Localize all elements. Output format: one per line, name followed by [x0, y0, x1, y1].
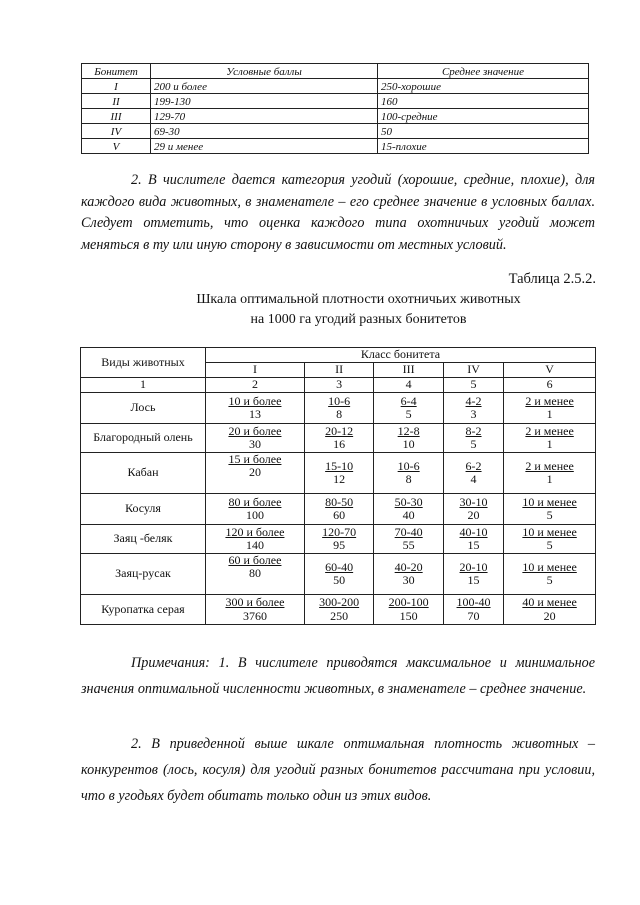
- density-average: 16: [333, 437, 346, 451]
- density-range: 15 и более: [228, 452, 282, 466]
- density-range: 40-10: [459, 524, 488, 539]
- density-fraction: [389, 596, 429, 622]
- density-fraction: [466, 460, 482, 486]
- density-range: 10-6: [328, 393, 351, 408]
- density-range: 10 и менее: [522, 559, 577, 574]
- density-range: 70-40: [394, 524, 423, 539]
- table2-species: Косуля: [81, 494, 206, 525]
- table2-density-cell: [206, 393, 305, 424]
- density-fraction: [225, 596, 284, 622]
- density-average: 10: [402, 437, 415, 451]
- table2-class-cell: III: [374, 363, 444, 378]
- density-range: 50-30: [394, 494, 423, 509]
- table2-density-cell: [206, 453, 305, 494]
- note-paragraph-1: 2. В числителе дается категория угодий (хорошие, средние, плохие), для каждого вида животных, в знаменателе – его среднее значение в условных баллах. Следует отметить, что оценка каждого типа охотничьих угодий может меняться в ту или иную сторону в зависимости от местных условий.: [81, 172, 595, 253]
- table1-row: [82, 79, 589, 94]
- density-range: 300-200: [319, 595, 360, 610]
- table2-species: Благородный олень: [81, 424, 206, 453]
- table1-body: [82, 79, 589, 154]
- density-range: 100-40: [456, 595, 491, 610]
- table-label: Таблица 2.5.2.: [508, 271, 596, 287]
- table2-density-cell: [374, 525, 444, 554]
- density-range: 60-40: [325, 559, 354, 574]
- table1-cell-bonitet: V: [82, 139, 151, 154]
- table2-density-cell: [443, 595, 503, 625]
- density-range: 200-100: [388, 595, 429, 610]
- table2-density-cell: [206, 554, 305, 595]
- table-title: [81, 290, 636, 330]
- table2-class-cell: II: [304, 363, 374, 378]
- density-fraction: [401, 395, 417, 421]
- table1-cell-bonitet: III: [82, 109, 151, 124]
- table2-density-cell: [206, 525, 305, 554]
- density-average: 5: [546, 508, 553, 522]
- density-range: 20-10: [459, 559, 488, 574]
- table2-density-cell: [304, 453, 374, 494]
- table2-density-cell: [504, 494, 596, 525]
- density-range: 10 и более: [228, 393, 282, 408]
- density-range: 2 и менее: [525, 393, 574, 408]
- density-range: 300 и более: [225, 595, 285, 610]
- table2-density-cell: [374, 595, 444, 625]
- density-average: 15: [467, 538, 480, 552]
- table1-row: [82, 109, 589, 124]
- density-fraction: [228, 453, 281, 479]
- table2-density-cell: [443, 554, 503, 595]
- table2-column-number: 1: [81, 378, 206, 393]
- density-fraction: [228, 425, 281, 451]
- density-average: 13: [248, 407, 261, 421]
- table2-density-cell: [304, 424, 374, 453]
- density-average: 20: [467, 508, 480, 522]
- density-range: 20-12: [325, 423, 354, 438]
- table2-density-cell: [374, 453, 444, 494]
- density-fraction: [395, 561, 423, 587]
- table2-density-cell: [206, 424, 305, 453]
- density-average: 8: [405, 472, 412, 486]
- density-fraction: [466, 425, 482, 451]
- table2-density-cell: [304, 525, 374, 554]
- table2-density-cell: [206, 595, 305, 625]
- table1-row: [82, 124, 589, 139]
- table2-column-number: 5: [443, 378, 503, 393]
- table2-body: [81, 348, 596, 625]
- density-fraction: [398, 425, 420, 451]
- density-fraction: [460, 496, 488, 522]
- table1-cell-points: 29 и менее: [151, 139, 378, 154]
- table1-cell-points: 199-130: [151, 94, 378, 109]
- table2-density-cell: [374, 554, 444, 595]
- table2-column-number: 2: [206, 378, 305, 393]
- table2-density-cell: [374, 424, 444, 453]
- density-average: 150: [399, 608, 418, 623]
- density-average: 12: [333, 472, 346, 486]
- density-fraction: [460, 561, 488, 587]
- density-fraction: [228, 496, 281, 522]
- density-fraction: [522, 496, 576, 522]
- table2-column-number: 6: [504, 378, 596, 393]
- table2-row: [81, 393, 596, 424]
- table1-cell-bonitet: II: [82, 94, 151, 109]
- table1-header-row: [82, 64, 589, 79]
- density-average: 1: [546, 472, 553, 486]
- table2-class-cell: I: [206, 363, 305, 378]
- table2-row: [81, 494, 596, 525]
- density-fraction: [395, 526, 423, 552]
- table2-density-cell: [304, 393, 374, 424]
- table2-density-cell: [374, 494, 444, 525]
- density-average: 3: [470, 407, 477, 421]
- density-range: 60 и более: [228, 553, 282, 567]
- density-average: 100: [245, 508, 264, 522]
- density-range: 120 и более: [225, 524, 285, 539]
- table2-density-cell: [304, 554, 374, 595]
- density-average: 5: [546, 538, 553, 552]
- density-fraction: [325, 425, 353, 451]
- density-range: 20 и более: [228, 423, 282, 438]
- density-fraction: [395, 496, 423, 522]
- table1-cell-bonitet: I: [82, 79, 151, 94]
- table2-density-cell: [443, 525, 503, 554]
- density-average: 95: [333, 538, 346, 552]
- table1-header-average: Среднее значение: [378, 64, 589, 79]
- table2-species-header: Виды животных: [81, 348, 206, 378]
- density-fraction: [325, 460, 353, 486]
- density-range: 8-2: [465, 423, 482, 438]
- density-average: 80: [248, 566, 261, 581]
- table2-column-number: 4: [374, 378, 444, 393]
- note-paragraph-3: 2. В приведенной выше шкале оптимальная плотность животных – конкурентов (лось, косуля) для угодий разных бонитетов рассчитана при условии, что в угодьях будет обитать только один из этих видов.: [81, 736, 595, 804]
- note-paragraph-2: Примечания: 1. В числителе приводятся максимальное и минимальное значения оптимальной численности животных, в знаменателе – среднее значение.: [81, 655, 595, 697]
- table2-species: Куропатка серая: [81, 595, 206, 625]
- table2-class-header: Класс бонитета: [206, 348, 596, 363]
- table1-cell-average: 160: [378, 94, 589, 109]
- table2-density-cell: [504, 554, 596, 595]
- table2-header-row: [81, 348, 596, 363]
- table2-row: [81, 424, 596, 453]
- table2-species: Заяц -беляк: [81, 525, 206, 554]
- table2-density-cell: [504, 393, 596, 424]
- table1-cell-average: 15-плохие: [378, 139, 589, 154]
- density-fraction: [319, 596, 359, 622]
- table1-row: [82, 94, 589, 109]
- density-average: 250: [330, 608, 349, 623]
- table2-density-cell: [443, 424, 503, 453]
- density-fraction: [457, 596, 491, 622]
- density-average: 70: [467, 608, 480, 623]
- table2-density-cell: [504, 424, 596, 453]
- density-average: 5: [546, 573, 553, 587]
- density-range: 80 и более: [228, 494, 282, 509]
- density-fraction: [525, 395, 573, 421]
- density-average: 55: [402, 538, 415, 552]
- density-range: 12-8: [397, 423, 420, 438]
- table1-row: [82, 139, 589, 154]
- density-range: 10-6: [397, 458, 420, 473]
- table2-row: [81, 453, 596, 494]
- density-range: 80-50: [325, 494, 354, 509]
- density-fraction: [228, 554, 281, 580]
- table2-density-cell: [443, 393, 503, 424]
- density-range: 2 и менее: [525, 458, 574, 473]
- density-fraction: [460, 526, 488, 552]
- table2-row: [81, 595, 596, 625]
- density-fraction: [325, 496, 353, 522]
- density-average: 3760: [242, 608, 267, 623]
- table2-density-cell: [504, 525, 596, 554]
- bonitet-points-table: [81, 63, 589, 154]
- density-range: 6-2: [465, 458, 482, 473]
- density-fraction: [325, 561, 353, 587]
- density-fraction: [328, 395, 350, 421]
- density-average: 30: [402, 573, 415, 587]
- table2-class-cell: V: [504, 363, 596, 378]
- table1-header-points: Условные баллы: [151, 64, 378, 79]
- table2-species: Кабан: [81, 453, 206, 494]
- density-range: 30-10: [459, 494, 488, 509]
- density-average: 20: [543, 608, 556, 623]
- density-average: 30: [248, 437, 261, 451]
- density-average: 4: [470, 472, 477, 486]
- table1-cell-points: 69-30: [151, 124, 378, 139]
- table2-row: [81, 525, 596, 554]
- table1-cell-average: 250-хорошие: [378, 79, 589, 94]
- table2-density-cell: [206, 494, 305, 525]
- table1-cell-average: 100-средние: [378, 109, 589, 124]
- density-range: 40 и менее: [522, 595, 577, 610]
- table2-class-cell: IV: [443, 363, 503, 378]
- table2-density-cell: [304, 494, 374, 525]
- density-range: 4-2: [465, 393, 482, 408]
- table1-cell-average: 50: [378, 124, 589, 139]
- table1-cell-bonitet: IV: [82, 124, 151, 139]
- density-fraction: [522, 526, 576, 552]
- density-range: 10 и менее: [522, 524, 577, 539]
- density-fraction: [522, 596, 576, 622]
- density-average: 8: [336, 407, 343, 421]
- table2-density-cell: [443, 494, 503, 525]
- table1-header-bonitet: Бонитет: [82, 64, 151, 79]
- density-average: 60: [333, 508, 346, 522]
- density-average: 1: [546, 437, 553, 451]
- table2-column-number: 3: [304, 378, 374, 393]
- density-scale-table: [80, 347, 596, 625]
- density-fraction: [466, 395, 482, 421]
- density-range: 15-10: [325, 458, 354, 473]
- density-average: 1: [546, 407, 553, 421]
- table2-column-number-row: [81, 378, 596, 393]
- table-title-line-1: Шкала оптимальной плотности охотничьих животных: [196, 292, 521, 307]
- table1-cell-points: 200 и более: [151, 79, 378, 94]
- density-range: 10 и менее: [522, 494, 577, 509]
- density-fraction: [322, 526, 356, 552]
- density-average: 20: [248, 465, 261, 480]
- density-fraction: [398, 460, 420, 486]
- density-average: 140: [245, 538, 264, 552]
- density-average: 40: [402, 508, 415, 522]
- table-title-line-2: на 1000 га угодий разных бонитетов: [250, 312, 467, 327]
- table2-species: Заяц-русак: [81, 554, 206, 595]
- density-range: 6-4: [400, 393, 417, 408]
- density-average: 5: [470, 437, 477, 451]
- table2-density-cell: [443, 453, 503, 494]
- table2-row: [81, 554, 596, 595]
- density-range: 120-70: [322, 524, 357, 539]
- density-fraction: [228, 395, 281, 421]
- table2-density-cell: [504, 453, 596, 494]
- density-average: 50: [333, 573, 346, 587]
- density-fraction: [522, 561, 576, 587]
- density-average: 15: [467, 573, 480, 587]
- density-average: 5: [405, 407, 412, 421]
- density-fraction: [225, 526, 284, 552]
- density-fraction: [525, 460, 573, 486]
- density-range: 40-20: [394, 559, 423, 574]
- density-fraction: [525, 425, 573, 451]
- table2-density-cell: [304, 595, 374, 625]
- table2-density-cell: [504, 595, 596, 625]
- table2-species: Лось: [81, 393, 206, 424]
- table2-density-cell: [374, 393, 444, 424]
- table1-cell-points: 129-70: [151, 109, 378, 124]
- density-range: 2 и менее: [525, 423, 574, 438]
